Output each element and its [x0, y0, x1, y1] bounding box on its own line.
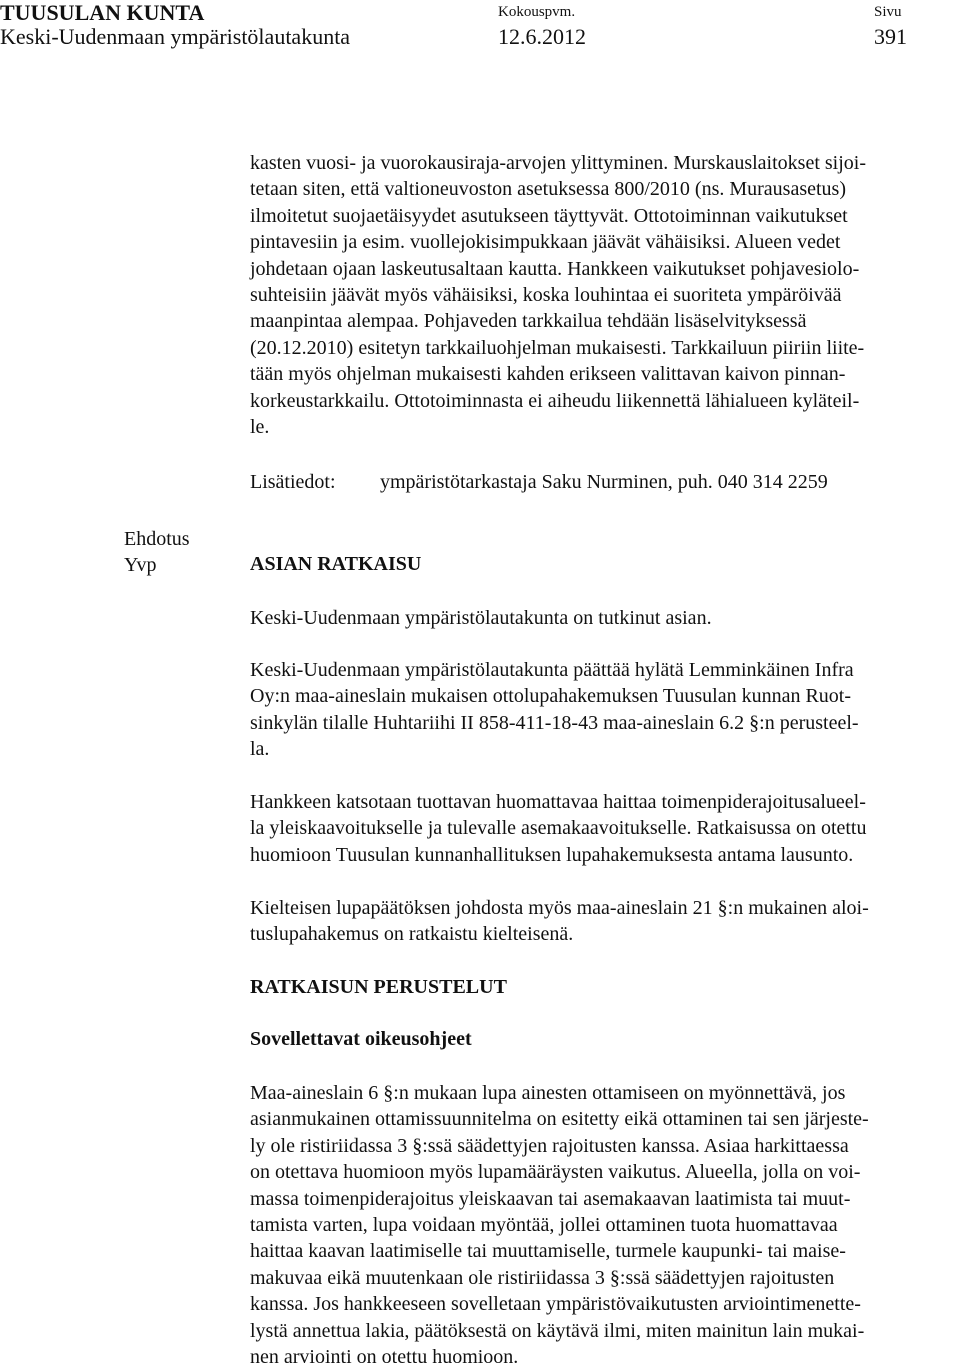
text-line: tetaan siten, että valtioneuvoston asetuksessa 800/2010 (ns. Murausasetus): [250, 178, 846, 201]
meeting-date: 12.6.2012: [498, 24, 586, 49]
text-line: Keski-Uudenmaan ympäristölautakunta päättää hylätä Lemminkäinen Infra: [250, 659, 854, 681]
text-line: la yleiskaavoitukselle ja tulevalle asemakaavoitukselle. Ratkaisussa on otettu: [250, 817, 867, 840]
decision-paragraph-3: [250, 789, 958, 868]
decision-paragraph-1: [250, 605, 958, 631]
text-line: on otettava huomioon myös lupamääräysten vaikutus. Alueella, jolla on voi-: [250, 1161, 861, 1184]
decision-paragraph-4: [250, 895, 958, 948]
text-line: nen arviointi on otettu huomioon.: [250, 1346, 519, 1369]
contact-value: ympäristötarkastaja Saku Nurminen, puh. 040 314 2259: [380, 471, 828, 493]
page-number: 391: [874, 24, 907, 49]
organization-name: TUUSULAN KUNTA: [0, 0, 205, 25]
text-line: ilmoitetut suojaetäisyydet asutukseen täyttyvät. Ottotoiminnan vaikutukset: [250, 204, 848, 227]
text-line: Oy:n maa-aineslain mukaisen ottolupahakemuksen Tuusulan kunnan Ruot-: [250, 685, 852, 708]
text-line: pintavesiin ja esim. vuollejokisimpukkaan jäävät vähäisiksi. Alueen vedet: [250, 231, 841, 254]
text-line: (20.12.2010) esitetyn tarkkailuohjelman mukaisesti. Tarkkailuun piiriin liite-: [250, 336, 865, 359]
text-line: asianmukainen ottamissuunnitelma on esitetty eikä ottaminen tai sen järjeste-: [250, 1108, 869, 1131]
intro-paragraph: [250, 150, 958, 440]
text-line: huomioon Tuusulan kunnanhallituksen lupahakemuksesta antama lausunto.: [250, 843, 854, 866]
text-line: korkeustarkkailu. Ottotoiminnasta ei aiheudu liikennettä lähialueen kyläteil-: [250, 389, 860, 412]
contact-info: [250, 471, 828, 494]
text-line: ly ole ristiriidassa 3 §:ssä säädettyjen rajoitusten kanssa. Asiaa harkittaessa: [250, 1134, 849, 1157]
decision-paragraph-2: [250, 657, 958, 763]
page-number-label: Sivu: [874, 4, 902, 20]
meeting-date-label: Kokouspvm.: [498, 4, 576, 20]
department-name: Keski-Uudenmaan ympäristölautakunta: [0, 24, 351, 49]
proposer-label: Yvp: [124, 554, 157, 576]
text-line: lystä annettua lakia, päätöksestä on käytävä ilmi, miten mainitun lain mukai-: [250, 1319, 865, 1342]
text-line: kasten vuosi- ja vuorokausiraja-arvojen ylittyminen. Murskauslaitokset sijoi-: [250, 152, 866, 174]
law-heading: Sovellettavat oikeusohjeet: [250, 1028, 472, 1050]
text-line: suhteisiin jäävät myös vähäisiksi, koska louhintaa ei suoriteta ympäröivää: [250, 284, 842, 307]
law-paragraph: [250, 1080, 958, 1370]
text-line: tamista varten, lupa voidaan myöntää, jollei ottaminen tuota huomattavaa: [250, 1214, 838, 1237]
text-line: kanssa. Jos hankkeeseen sovelletaan ympäristövaikutusten arviointimenette-: [250, 1293, 861, 1316]
text-line: maanpintaa alempaa. Pohjaveden tarkkailua tehdään lisäselvityksessä: [250, 310, 807, 333]
text-line: sinkylän tilalle Huhtariihi II 858-411-18-43 maa-aineslain 6.2 §:n perusteel-: [250, 711, 859, 734]
proposal-label: Ehdotus: [124, 528, 190, 550]
reasons-heading: RATKAISUN PERUSTELUT: [250, 976, 507, 998]
proposal-side-labels: [124, 526, 190, 578]
text-line: le.: [250, 416, 270, 439]
decision-heading: ASIAN RATKAISU: [250, 553, 422, 575]
text-line: Keski-Uudenmaan ympäristölautakunta on tutkinut asian.: [250, 607, 712, 629]
text-line: haittaa kaavan laatimiselle tai muuttamiselle, turmele kaupunki- tai maise-: [250, 1240, 846, 1263]
text-line: Kielteisen lupapäätöksen johdosta myös maa-aineslain 21 §:n mukainen aloi-: [250, 897, 869, 919]
text-line: Hankkeen katsotaan tuottavan huomattavaa haittaa toimenpiderajoitusalueel-: [250, 791, 866, 813]
text-line: tuslupahakemus on ratkaistu kielteisenä.: [250, 923, 574, 946]
text-line: la.: [250, 738, 270, 761]
contact-label: Lisätiedot:: [250, 471, 336, 493]
text-line: makuvaa eikä muutenkaan ole ristiriidassa 3 §:ssä säädettyjen rajoitusten: [250, 1266, 835, 1289]
text-line: tään myös ohjelman mukaisesti kahden erikseen valittavan kaivon pinnan-: [250, 363, 846, 386]
text-line: johdetaan ojaan laskeutusaltaan kautta. Hankkeen vaikutukset pohjavesiolo-: [250, 257, 860, 280]
text-line: massa toimenpiderajoitus yleiskaavan tai asemakaavan laatimista tai muut-: [250, 1187, 851, 1210]
text-line: Maa-aineslain 6 §:n mukaan lupa ainesten ottamiseen on myönnettävä, jos: [250, 1082, 846, 1104]
